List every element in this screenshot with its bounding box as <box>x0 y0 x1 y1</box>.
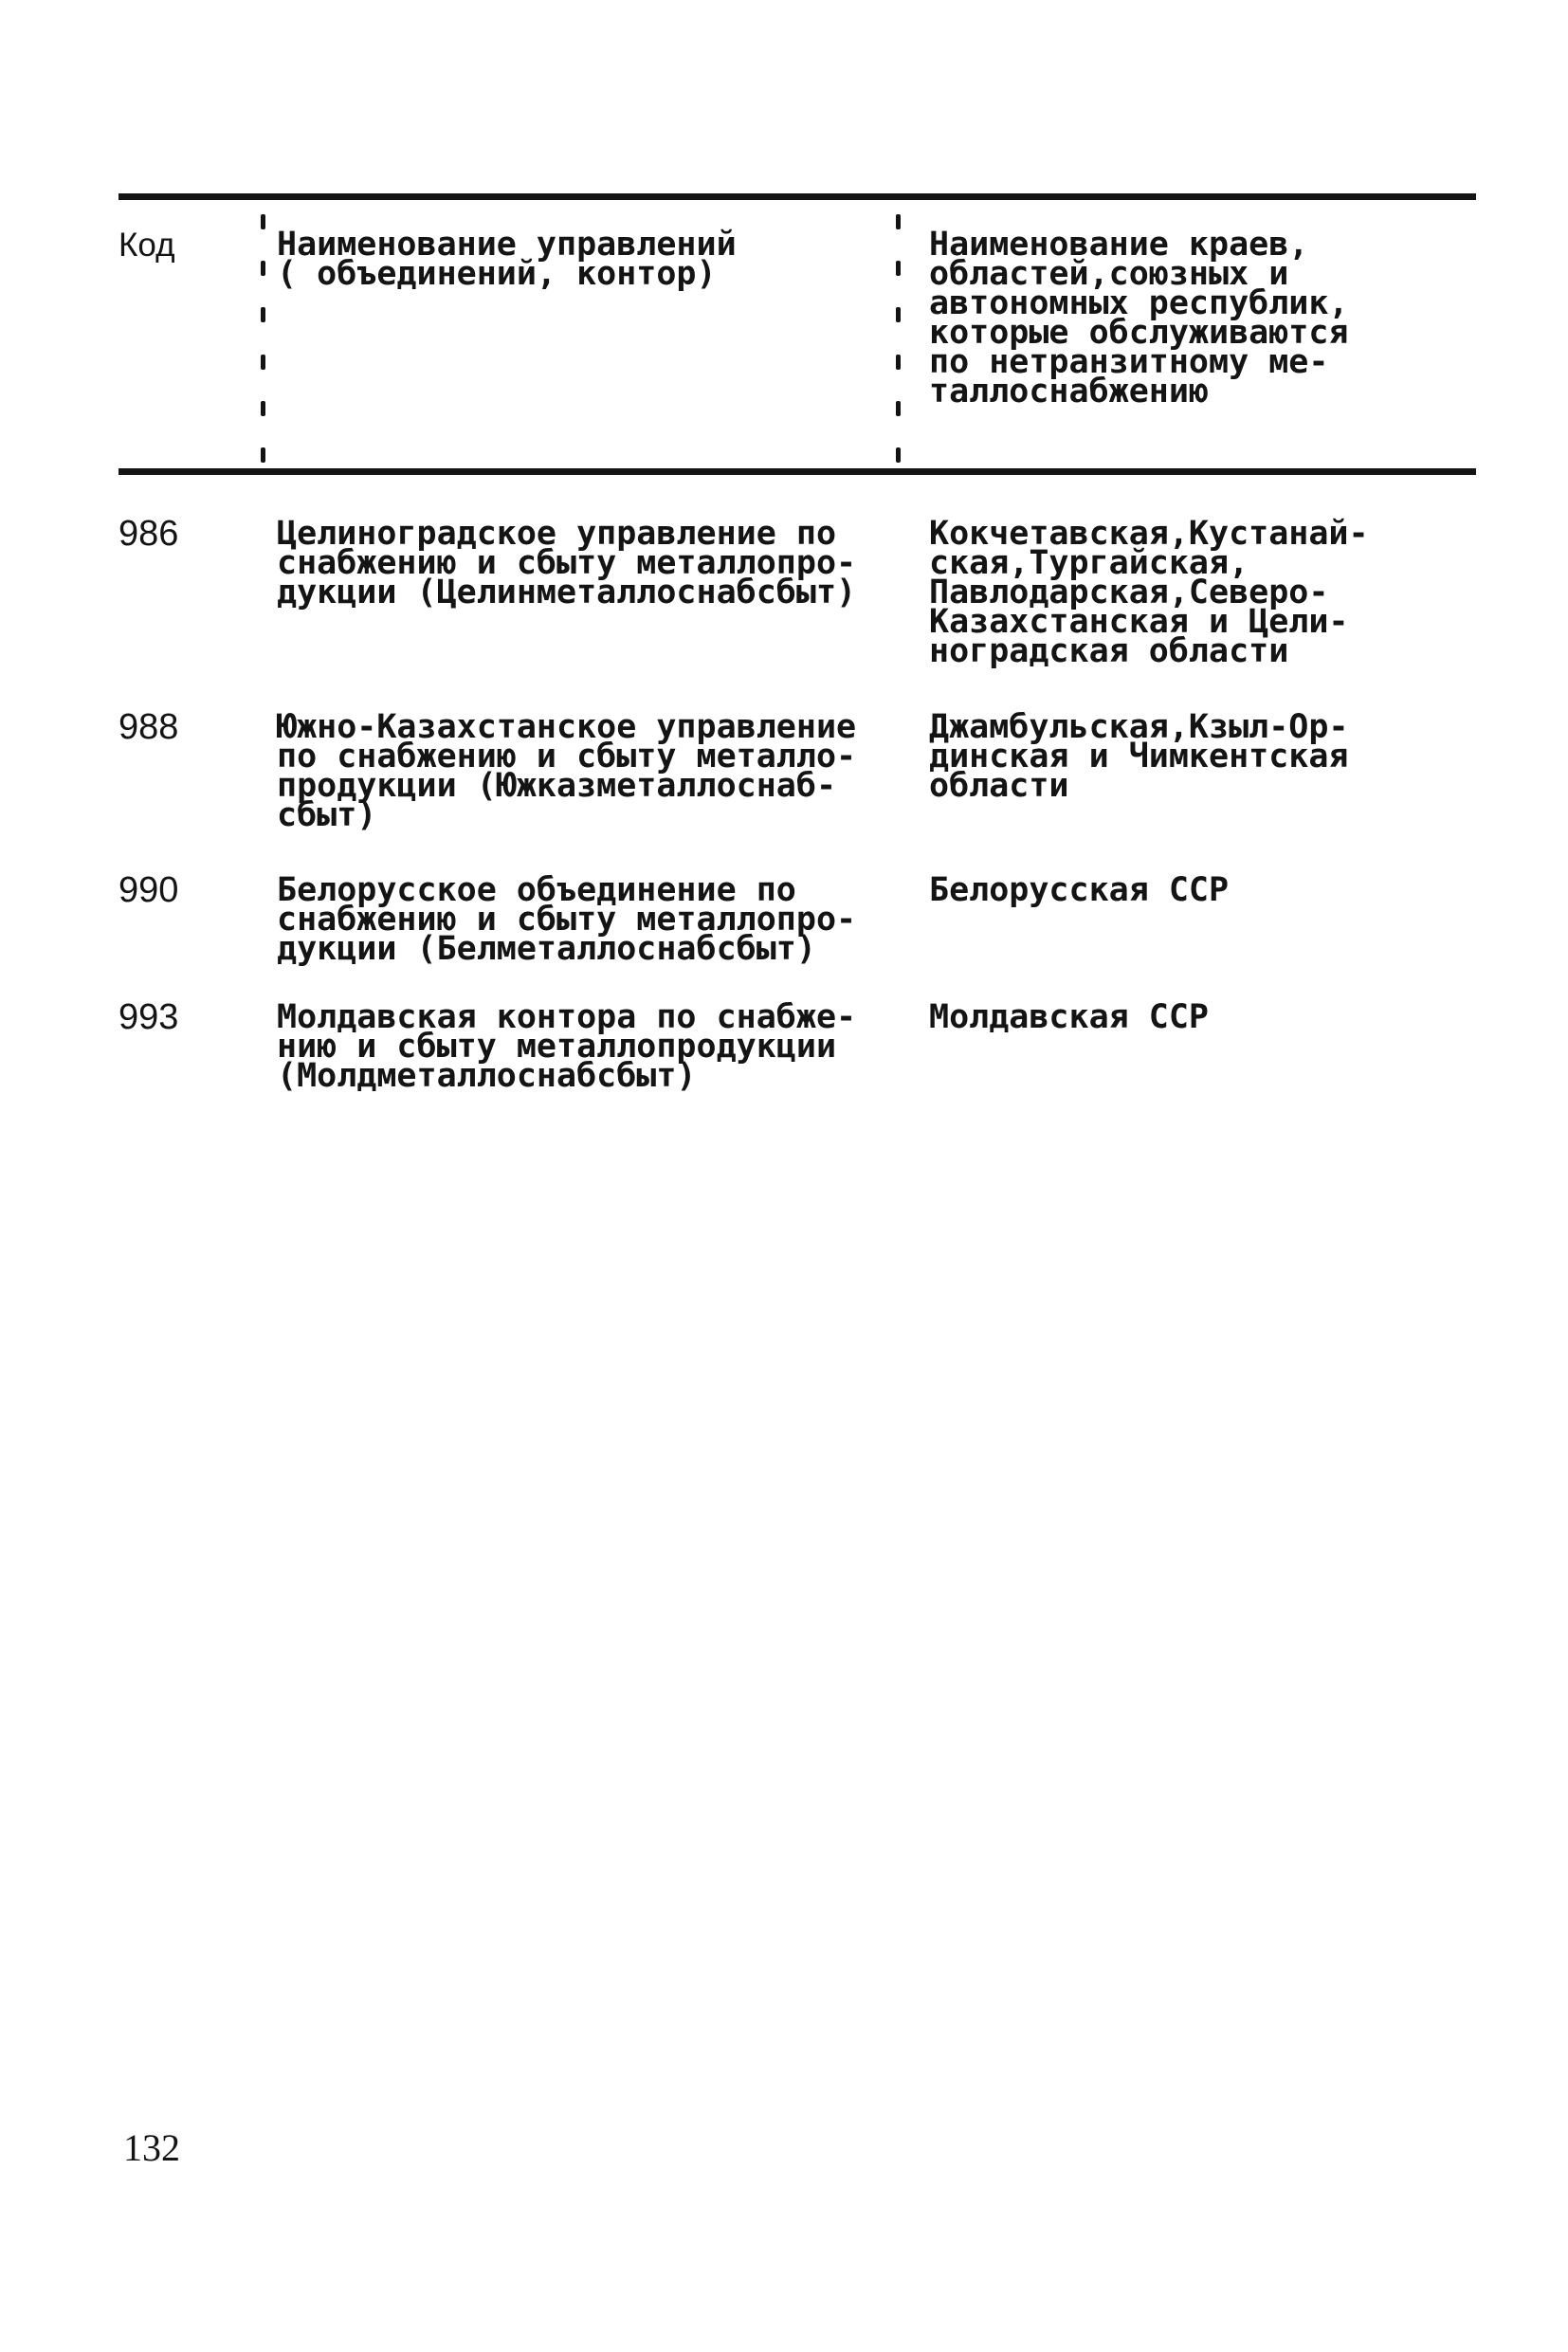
separator-mark <box>896 447 901 463</box>
separator-mark <box>261 214 265 229</box>
row-regions: Джамбульская,Кзыл-Ор- динская и Чимкентская области <box>929 708 1349 805</box>
table-top-rule <box>119 193 1476 200</box>
header-code: Код <box>119 227 175 264</box>
separator-mark <box>261 401 265 416</box>
page-number: 132 <box>123 2126 180 2169</box>
row-organization: Молдавская контора по снабже- нию и сбыту металлопродукции (Молдметаллоснабсбыт) <box>277 998 857 1095</box>
separator-mark <box>261 355 265 370</box>
separator-mark <box>261 261 265 276</box>
row-organization: Белорусское объединение по снабжению и сбыту металлопро- дукции (Белметаллоснабсбыт) <box>277 871 857 968</box>
row-regions: Кокчетавская,Кустанай- ская,Тургайская, Павлодарская,Северо- Казахстанская и Цели- ноградская области <box>929 515 1369 670</box>
row-organization: Южно-Казахстанское управление по снабжению и сбыту металло- продукции (Южказметаллоснаб- сбыт) <box>277 708 857 834</box>
separator-mark <box>261 307 265 322</box>
header-separator-1 <box>257 214 268 463</box>
separator-mark <box>896 214 901 229</box>
row-regions: Молдавская ССР <box>929 998 1210 1036</box>
row-code: 988 <box>119 707 179 747</box>
separator-mark <box>896 307 901 322</box>
header-organization: Наименование управлений ( объединений, контор) <box>277 226 737 293</box>
row-code: 990 <box>119 870 179 910</box>
separator-mark <box>896 261 901 276</box>
row-organization: Целиноградское управление по снабжению и сбыту металлопро- дукции (Целинметаллоснабсбыт) <box>277 515 857 611</box>
row-regions: Белорусская ССР <box>929 871 1230 909</box>
table-header-rule <box>119 468 1476 475</box>
header-separator-2 <box>892 214 903 463</box>
separator-mark <box>896 355 901 370</box>
separator-mark <box>261 447 265 463</box>
row-code: 986 <box>119 514 179 554</box>
separator-mark <box>896 401 901 416</box>
row-code: 993 <box>119 997 179 1037</box>
header-regions: Наименование краев, областей,союзных и автономных республик, которые обслуживаются по нетранзитному ме- таллоснабжению <box>929 226 1349 410</box>
